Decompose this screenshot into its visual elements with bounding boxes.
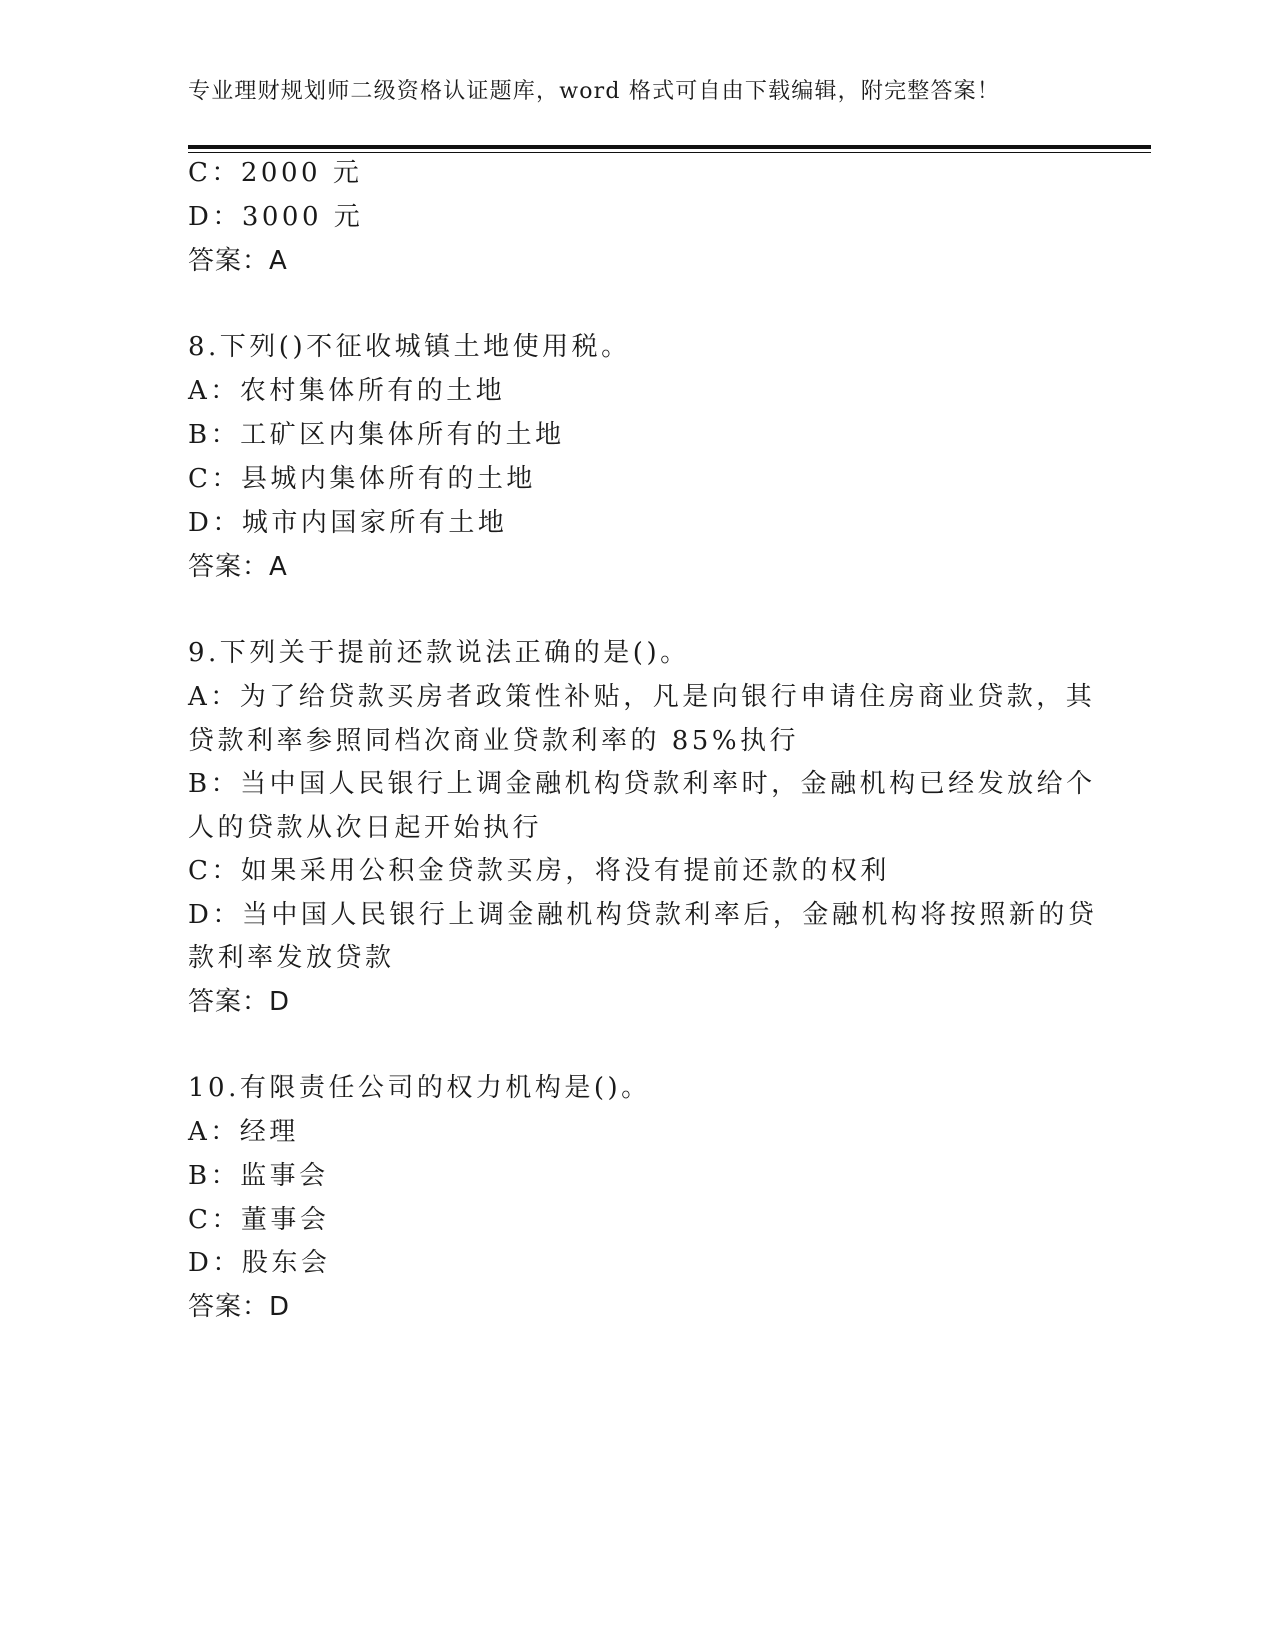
q9-option-b-line2: 人的贷款从次日起开始执行 [188,813,543,843]
q10-option-d: D：股东会 [188,1248,331,1278]
q10-stem: 10.有限责任公司的权力机构是()。 [188,1073,651,1103]
q9-option-c: C：如果采用公积金贷款买房，将没有提前还款的权利 [188,856,890,886]
q8-answer: 答案：A [188,552,288,582]
page-header: 专业理财规划师二级资格认证题库，word 格式可自由下载编辑，附完整答案！ [188,79,1001,104]
q9-option-b-line1: B：当中国人民银行上调金融机构贷款利率时，金融机构已经发放给个 [188,769,1096,799]
q8-option-a: A：农村集体所有的土地 [188,376,506,406]
q9-option-d-line2: 款利率发放贷款 [188,943,395,973]
q9-stem: 9.下列关于提前还款说法正确的是()。 [188,638,690,668]
q8-stem: 8.下列()不征收城镇土地使用税。 [188,332,631,362]
q7-answer: 答案：A [188,246,288,276]
q8-option-c: C：县城内集体所有的土地 [188,464,536,494]
q10-answer: 答案：D [188,1292,291,1322]
q8-option-b: B：工矿区内集体所有的土地 [188,420,565,450]
q9-answer: 答案：D [188,987,291,1017]
q9-option-d-line1: D：当中国人民银行上调金融机构贷款利率后，金融机构将按照新的贷 [188,900,1098,930]
header-rule-thin [188,152,1151,153]
q9-option-a-line2: 贷款利率参照同档次商业贷款利率的 85%执行 [188,726,800,756]
q9-option-a-line1: A：为了给贷款买房者政策性补贴，凡是向银行申请住房商业贷款，其 [188,682,1096,712]
q10-option-b: B：监事会 [188,1161,329,1191]
header-rule-thick [188,145,1151,149]
q8-option-d: D：城市内国家所有土地 [188,508,508,538]
q7-option-d: D：3000 元 [188,202,364,232]
q7-option-c: C：2000 元 [188,158,363,188]
q10-option-c: C：董事会 [188,1205,330,1235]
q10-option-a: A：经理 [188,1117,299,1147]
